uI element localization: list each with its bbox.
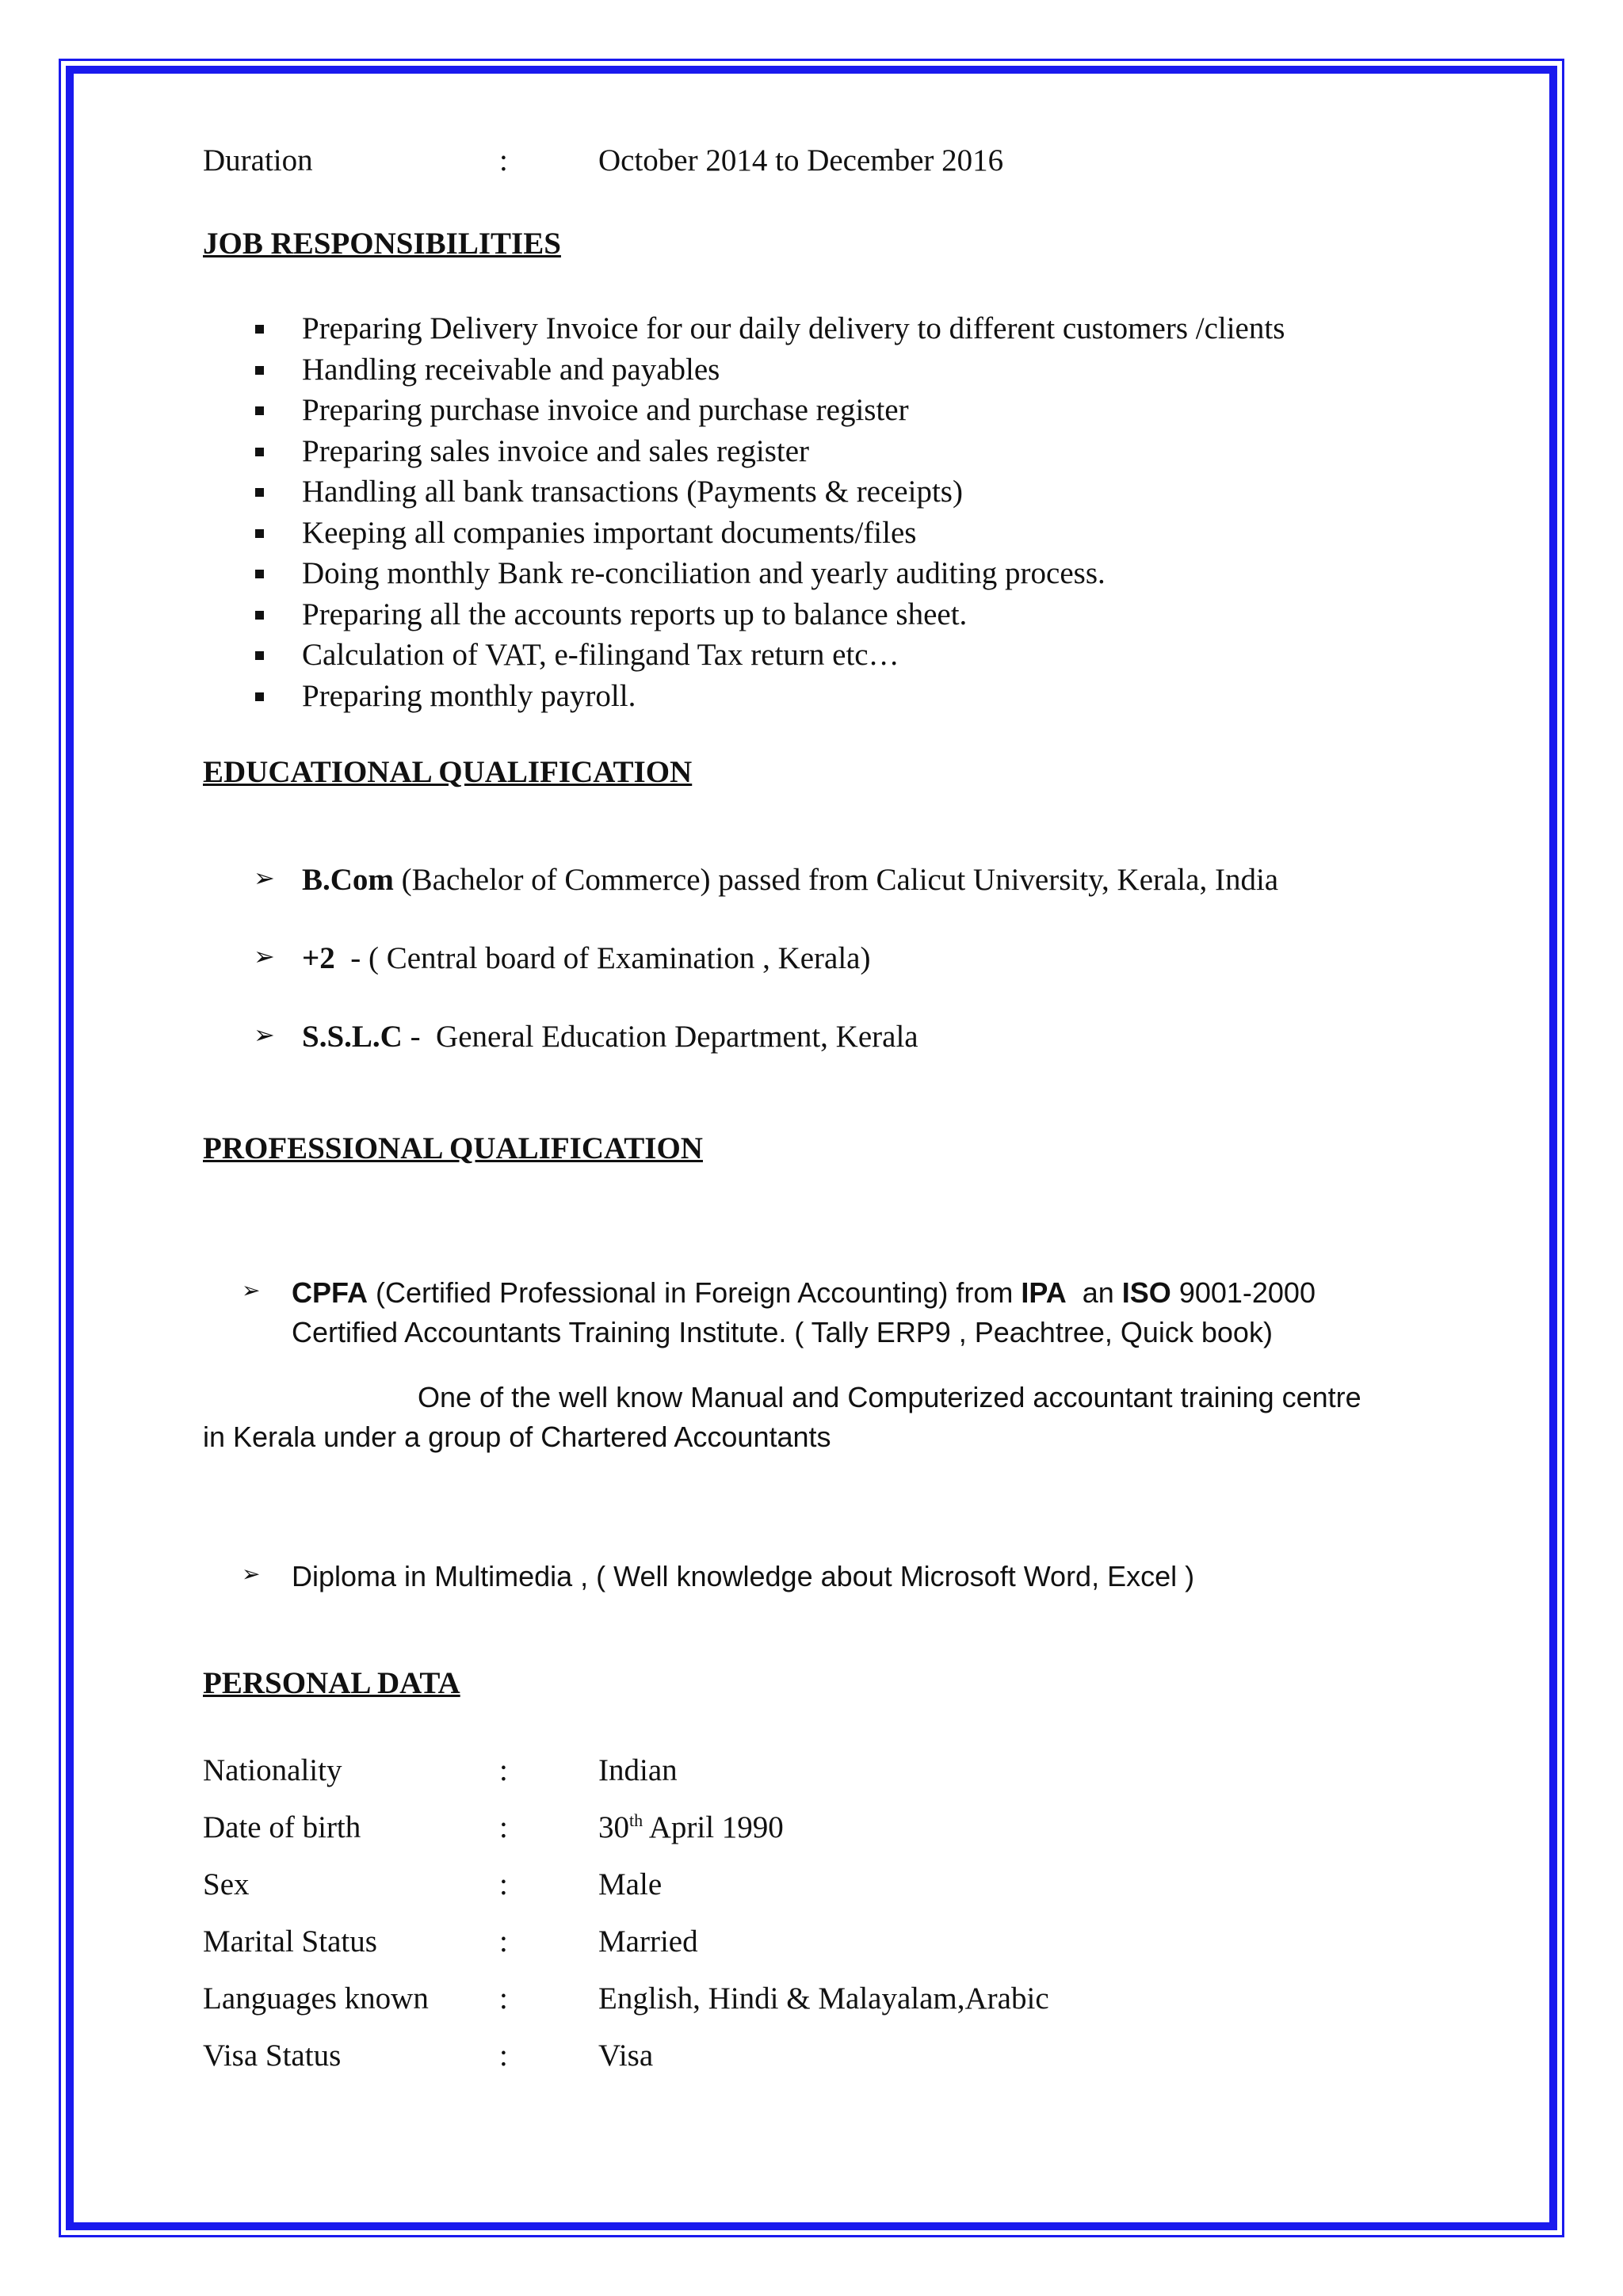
list-item-text: Preparing monthly payroll.: [302, 679, 636, 713]
list-item-text: Preparing all the accounts reports up to balance sheet.: [302, 597, 968, 631]
personal-data-heading: PERSONAL DATA: [203, 1666, 460, 1700]
professional-qualification-heading: PROFESSIONAL QUALIFICATION: [203, 1131, 703, 1165]
row-label: Nationality: [203, 1753, 342, 1787]
list-item-text: Preparing sales invoice and sales register: [302, 434, 810, 468]
row-separator: :: [499, 1867, 508, 1901]
cpfa-line-2: Certified Accountants Training Institute. ( Tally ERP9 , Peachtree, Quick book): [292, 1316, 1273, 1348]
square-bullet-icon: [255, 529, 264, 538]
row-separator: :: [499, 1981, 508, 2016]
square-bullet-icon: [255, 611, 264, 620]
row-separator: :: [499, 1810, 508, 1844]
duration-value: October 2014 to December 2016: [598, 143, 1004, 177]
list-item-text: Keeping all companies important documents/files: [302, 516, 917, 550]
square-bullet-icon: [255, 488, 264, 497]
institute-description-line-1: One of the well know Manual and Computerized accountant training centre: [418, 1381, 1361, 1413]
row-value: Male: [598, 1867, 663, 1901]
row-separator: :: [499, 1924, 508, 1958]
arrow-bullet-icon: ➢: [254, 863, 275, 893]
arrow-bullet-icon: ➢: [242, 1277, 261, 1303]
list-item-text: Handling receivable and payables: [302, 353, 720, 387]
list-item-text: Doing monthly Bank re-conciliation and yearly auditing process.: [302, 556, 1106, 590]
job-responsibilities-heading: JOB RESPONSIBILITIES: [203, 227, 561, 261]
duration-separator: :: [499, 143, 508, 177]
row-separator: :: [499, 2039, 508, 2073]
square-bullet-icon: [255, 651, 264, 660]
list-item-text: Handling all bank transactions (Payments & receipts): [302, 475, 963, 509]
row-value: English, Hindi & Malayalam,Arabic: [598, 1981, 1049, 2016]
row-value: 30th April 1990: [598, 1810, 784, 1844]
square-bullet-icon: [255, 692, 264, 701]
row-value: Married: [598, 1924, 698, 1958]
list-item-text: Preparing Delivery Invoice for our daily delivery to different customers /clients: [302, 311, 1285, 345]
institute-description-line-2: in Kerala under a group of Chartered Accountants: [203, 1421, 831, 1453]
square-bullet-icon: [255, 570, 264, 578]
square-bullet-icon: [255, 406, 264, 415]
row-separator: :: [499, 1753, 508, 1787]
duration-label: Duration: [203, 143, 313, 177]
list-item-text: S.S.L.C - General Education Department, Kerala: [302, 1020, 918, 1054]
row-label: Languages known: [203, 1981, 429, 2016]
square-bullet-icon: [255, 325, 264, 334]
row-label: Marital Status: [203, 1924, 377, 1958]
row-label: Date of birth: [203, 1810, 361, 1844]
row-label: Visa Status: [203, 2039, 342, 2073]
arrow-bullet-icon: ➢: [254, 1020, 275, 1050]
row-value: Indian: [598, 1753, 678, 1787]
list-item-text: Preparing purchase invoice and purchase register: [302, 393, 909, 427]
row-value: Visa: [598, 2039, 654, 2073]
diploma-text: Diploma in Multimedia , ( Well knowledge about Microsoft Word, Excel ): [292, 1560, 1195, 1592]
square-bullet-icon: [255, 366, 264, 375]
list-item-text: Calculation of VAT, e-filingand Tax return etc…: [302, 638, 899, 672]
list-item-text: +2 - ( Central board of Examination , Kerala): [302, 941, 871, 975]
list-item-text: B.Com (Bachelor of Commerce) passed from Calicut University, Kerala, India: [302, 863, 1279, 897]
square-bullet-icon: [255, 448, 264, 456]
arrow-bullet-icon: ➢: [254, 941, 275, 971]
arrow-bullet-icon: ➢: [242, 1561, 261, 1587]
cpfa-line-1: CPFA (Certified Professional in Foreign Accounting) from IPA an ISO 9001-2000: [292, 1276, 1316, 1309]
row-label: Sex: [203, 1867, 250, 1901]
educational-qualification-heading: EDUCATIONAL QUALIFICATION: [203, 755, 693, 789]
